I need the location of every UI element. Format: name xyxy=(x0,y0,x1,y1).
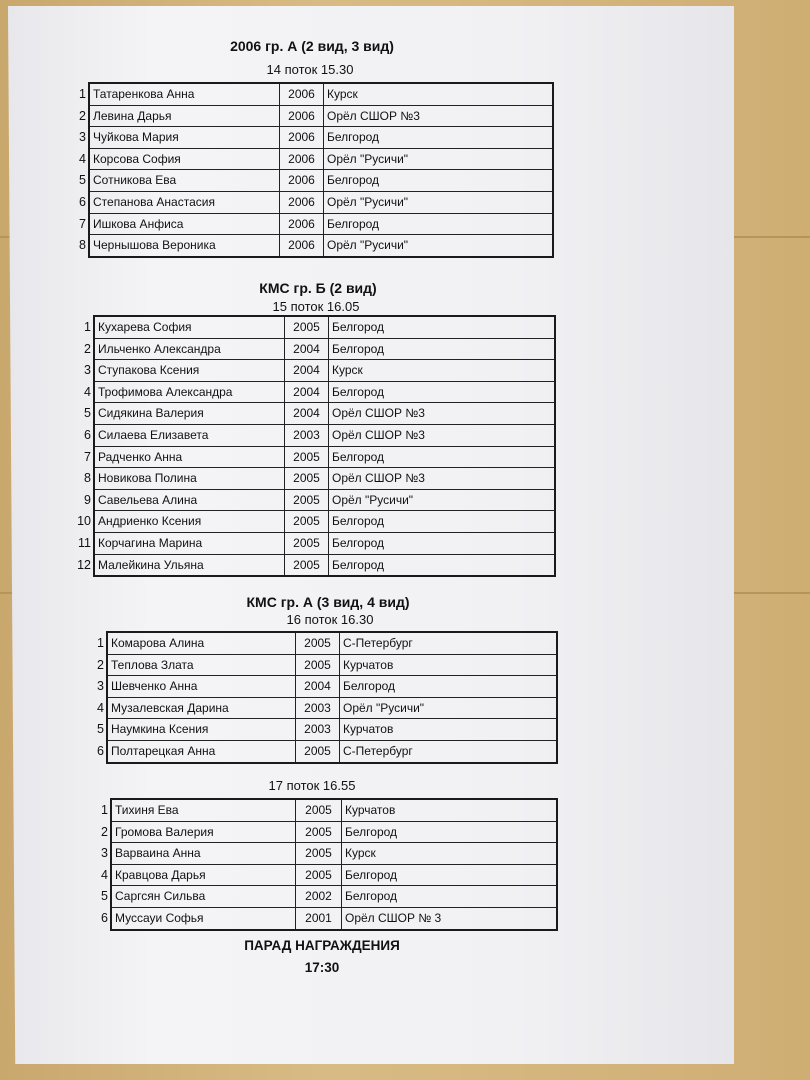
row-number: 2 xyxy=(84,341,91,356)
club-city: Курчатов xyxy=(345,803,396,817)
athlete-name: Новикова Полина xyxy=(95,468,285,489)
athlete-name: Сотникова Ева xyxy=(90,170,280,191)
table-row xyxy=(90,84,552,106)
athlete-name: Саргсян Сильва xyxy=(112,886,296,907)
birth-year: 2005 xyxy=(296,865,342,886)
club-city: Орёл СШОР №3 xyxy=(332,427,425,442)
row-number: 2 xyxy=(101,824,108,839)
row-number: 5 xyxy=(79,173,86,188)
club-city: Белгород xyxy=(332,320,385,334)
club-city: Белгород xyxy=(345,889,398,904)
table-row xyxy=(95,533,554,555)
row-number: 6 xyxy=(84,428,91,442)
section-subtitle: 16 поток 16.30 xyxy=(286,612,374,627)
row-number: 9 xyxy=(84,492,91,507)
birth-year: 2005 xyxy=(296,655,340,676)
table-row xyxy=(95,403,554,425)
row-number: 1 xyxy=(84,320,91,334)
row-number: 4 xyxy=(84,384,91,399)
table-row xyxy=(95,382,554,404)
award-parade-title: ПАРАД НАГРАЖДЕНИЯ xyxy=(244,938,400,953)
section-subtitle: 14 поток 15.30 xyxy=(266,62,354,77)
row-number: 3 xyxy=(97,679,104,694)
results-table xyxy=(110,798,558,931)
table-row xyxy=(90,127,552,149)
birth-year: 2004 xyxy=(285,403,329,424)
club-city: Белгород xyxy=(332,341,385,356)
row-number: 3 xyxy=(79,130,86,145)
athlete-name: Тихиня Ева xyxy=(112,800,296,821)
table-row xyxy=(95,555,554,576)
club-city: Белгород xyxy=(345,867,398,882)
birth-year: 2006 xyxy=(280,170,324,191)
club-city: С-Петербург xyxy=(343,743,413,758)
table-row xyxy=(95,511,554,533)
row-number: 7 xyxy=(84,449,91,464)
athlete-name: Кухарева София xyxy=(95,317,285,338)
section-subtitle: 17 поток 16.55 xyxy=(268,778,356,793)
birth-year: 2005 xyxy=(296,741,340,762)
birth-year: 2005 xyxy=(285,468,329,489)
birth-year: 2005 xyxy=(296,633,340,654)
club-city: Орёл СШОР №3 xyxy=(332,471,425,486)
table-row xyxy=(95,490,554,512)
athlete-name: Корсова София xyxy=(90,149,280,170)
table-row xyxy=(112,800,556,822)
club-city: Белгород xyxy=(332,514,385,529)
results-table xyxy=(93,315,556,577)
birth-year: 2006 xyxy=(280,149,324,170)
birth-year: 2005 xyxy=(285,511,329,532)
club-city: Курчатов xyxy=(343,657,394,672)
club-city: Белгород xyxy=(332,449,385,464)
table-row xyxy=(95,425,554,447)
table-row xyxy=(90,170,552,192)
club-city: Белгород xyxy=(327,173,380,188)
table-row xyxy=(112,865,556,887)
row-number: 4 xyxy=(97,700,104,715)
table-row xyxy=(90,192,552,214)
athlete-name: Радченко Анна xyxy=(95,447,285,468)
birth-year: 2004 xyxy=(285,360,329,381)
row-number: 4 xyxy=(101,867,108,882)
club-city: Курск xyxy=(345,846,376,861)
row-number: 6 xyxy=(79,195,86,209)
athlete-name: Громова Валерия xyxy=(112,822,296,843)
athlete-name: Сидякина Валерия xyxy=(95,403,285,424)
birth-year: 2006 xyxy=(280,127,324,148)
birth-year: 2005 xyxy=(285,555,329,576)
athlete-name: Чернышова Вероника xyxy=(90,235,280,256)
club-city: Белгород xyxy=(332,557,385,572)
club-city: Орёл "Русичи" xyxy=(332,492,414,507)
club-city: Орёл "Русичи" xyxy=(327,194,409,209)
table-row xyxy=(90,106,552,128)
birth-year: 2005 xyxy=(285,533,329,554)
athlete-name: Музалевская Дарина xyxy=(108,698,296,719)
birth-year: 2005 xyxy=(285,317,329,338)
birth-year: 2006 xyxy=(280,106,324,127)
row-number: 6 xyxy=(101,911,108,925)
table-row xyxy=(95,447,554,469)
results-table xyxy=(106,631,558,764)
club-city: Белгород xyxy=(332,535,385,550)
table-row xyxy=(90,235,552,256)
row-number: 8 xyxy=(84,471,91,486)
row-number: 5 xyxy=(97,722,104,737)
athlete-name: Чуйкова Мария xyxy=(90,127,280,148)
club-city: Орёл "Русичи" xyxy=(343,700,425,715)
table-row xyxy=(90,214,552,236)
row-number: 2 xyxy=(97,657,104,672)
club-city: Орёл "Русичи" xyxy=(327,238,409,253)
table-row xyxy=(112,886,556,908)
athlete-name: Ильченко Александра xyxy=(95,339,285,360)
row-number: 10 xyxy=(77,514,91,529)
birth-year: 2005 xyxy=(296,843,342,864)
table-row xyxy=(108,655,556,677)
table-row xyxy=(108,676,556,698)
row-number: 5 xyxy=(101,889,108,904)
row-number: 4 xyxy=(79,151,86,166)
athlete-name: Полтарецкая Анна xyxy=(108,741,296,762)
row-number: 5 xyxy=(84,406,91,421)
row-number: 1 xyxy=(97,636,104,650)
birth-year: 2004 xyxy=(285,382,329,403)
club-city: Белгород xyxy=(327,130,380,145)
birth-year: 2002 xyxy=(296,886,342,907)
row-number: 8 xyxy=(79,238,86,253)
row-number: 3 xyxy=(84,363,91,378)
athlete-name: Татаренкова Анна xyxy=(90,84,280,105)
athlete-name: Левина Дарья xyxy=(90,106,280,127)
section-title: КМС гр. Б (2 вид) xyxy=(259,280,377,296)
athlete-name: Андриенко Ксения xyxy=(95,511,285,532)
club-city: Курск xyxy=(327,87,358,101)
birth-year: 2003 xyxy=(296,719,340,740)
birth-year: 2005 xyxy=(296,800,342,821)
birth-year: 2003 xyxy=(285,425,329,446)
results-table xyxy=(88,82,554,258)
club-city: Белгород xyxy=(343,679,396,694)
athlete-name: Корчагина Марина xyxy=(95,533,285,554)
club-city: Орёл "Русичи" xyxy=(327,151,409,166)
row-number: 2 xyxy=(79,108,86,123)
birth-year: 2006 xyxy=(280,235,324,256)
row-number: 1 xyxy=(101,803,108,817)
table-row xyxy=(112,843,556,865)
table-row xyxy=(95,317,554,339)
table-row xyxy=(95,339,554,361)
table-row xyxy=(108,719,556,741)
club-city: Орёл СШОР №3 xyxy=(327,108,420,123)
birth-year: 2006 xyxy=(280,84,324,105)
athlete-name: Наумкина Ксения xyxy=(108,719,296,740)
club-city: Орёл СШОР №3 xyxy=(332,406,425,421)
club-city: Белгород xyxy=(345,824,398,839)
club-city: Курчатов xyxy=(343,722,394,737)
birth-year: 2005 xyxy=(285,490,329,511)
birth-year: 2001 xyxy=(296,908,342,929)
table-row xyxy=(90,149,552,171)
club-city: С-Петербург xyxy=(343,636,413,650)
row-number: 1 xyxy=(79,87,86,101)
athlete-name: Варваина Анна xyxy=(112,843,296,864)
row-number: 11 xyxy=(78,536,91,550)
athlete-name: Шевченко Анна xyxy=(108,676,296,697)
athlete-name: Савельева Алина xyxy=(95,490,285,511)
athlete-name: Ступакова Ксения xyxy=(95,360,285,381)
club-city: Курск xyxy=(332,363,363,378)
section-subtitle: 15 поток 16.05 xyxy=(272,299,360,314)
athlete-name: Трофимова Александра xyxy=(95,382,285,403)
table-row xyxy=(108,633,556,655)
row-number: 12 xyxy=(77,557,91,572)
row-number: 7 xyxy=(79,216,86,231)
birth-year: 2004 xyxy=(296,676,340,697)
athlete-name: Кравцова Дарья xyxy=(112,865,296,886)
athlete-name: Ишкова Анфиса xyxy=(90,214,280,235)
birth-year: 2004 xyxy=(285,339,329,360)
row-number: 6 xyxy=(97,744,104,758)
table-row xyxy=(108,741,556,762)
club-city: Орёл СШОР № 3 xyxy=(345,910,442,925)
athlete-name: Степанова Анастасия xyxy=(90,192,280,213)
award-parade-time: 17:30 xyxy=(304,960,340,975)
athlete-name: Комарова Алина xyxy=(108,633,296,654)
athlete-name: Малейкина Ульяна xyxy=(95,555,285,576)
section-title: КМС гр. А (3 вид, 4 вид) xyxy=(246,594,410,610)
table-row xyxy=(112,822,556,844)
birth-year: 2006 xyxy=(280,214,324,235)
row-number: 3 xyxy=(101,846,108,861)
birth-year: 2006 xyxy=(280,192,324,213)
club-city: Белгород xyxy=(327,216,380,231)
table-row xyxy=(112,908,556,929)
table-row xyxy=(108,698,556,720)
birth-year: 2005 xyxy=(296,822,342,843)
club-city: Белгород xyxy=(332,384,385,399)
table-row xyxy=(95,468,554,490)
birth-year: 2005 xyxy=(285,447,329,468)
athlete-name: Силаева Елизавета xyxy=(95,425,285,446)
birth-year: 2003 xyxy=(296,698,340,719)
section-title: 2006 гр. А (2 вид, 3 вид) xyxy=(230,38,394,54)
athlete-name: Муссауи Софья xyxy=(112,908,296,929)
athlete-name: Теплова Злата xyxy=(108,655,296,676)
table-row xyxy=(95,360,554,382)
